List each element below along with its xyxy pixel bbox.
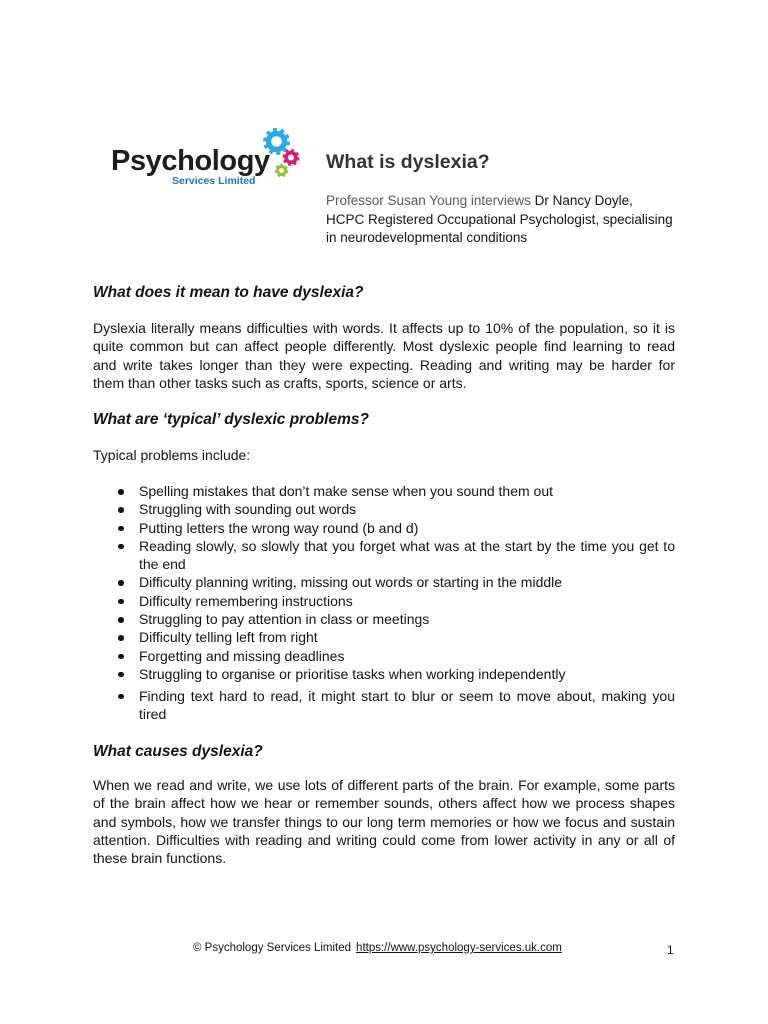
paragraph-line: Dyslexia literally means difficulties with words. It affects up to 10% of the population, so it is [93, 320, 675, 336]
section-paragraph [93, 319, 675, 392]
section-heading: What causes dyslexia? [93, 743, 263, 760]
page-number: 1 [667, 943, 674, 957]
company-logo [95, 88, 310, 230]
byline [326, 192, 673, 248]
list-item [139, 573, 675, 591]
byline-line: in neurodevelopmental conditions [326, 230, 528, 245]
bullet-icon [118, 694, 124, 700]
list-item-text: Struggling to organise or prioritise tasks when working independently [139, 665, 566, 682]
problem-list [139, 482, 675, 723]
paragraph-line: of the brain affect how we hear or remember sounds, others affect how we process shapes [93, 795, 675, 812]
footer-website-link[interactable]: https://www.psychology-services.uk.com [356, 942, 562, 954]
list-item-text: Putting letters the wrong way round (b and d) [139, 519, 419, 536]
list-item [139, 647, 675, 665]
list-item-text: Struggling to pay attention in class or meetings [139, 611, 430, 628]
gear-pink-icon [284, 150, 299, 165]
bullet-icon [118, 544, 124, 550]
gear-pink-body [286, 153, 296, 163]
list-item-text: Difficulty remembering instructions [139, 592, 353, 609]
gear-green-body [278, 167, 286, 175]
paragraph-line: When we read and write, we use lots of different parts of the brain. For example, some parts [93, 777, 675, 793]
list-item [139, 610, 675, 628]
footer [193, 940, 562, 956]
paragraph-line: and symbols, how we transfer things to our long term memories or how we focus and sustain [93, 813, 675, 830]
paragraph-line: these brain functions. [93, 850, 227, 867]
bullet-icon [118, 635, 124, 641]
list-intro: Typical problems include: [93, 447, 251, 463]
list-item [139, 482, 675, 500]
list-item [139, 628, 675, 646]
list-item [139, 519, 675, 537]
list-item [139, 687, 675, 724]
bullet-icon [118, 617, 124, 623]
paragraph-line: and write takes longer than they were expecting. Reading and writing may be harder for [93, 356, 675, 373]
paragraph-line: attention. Difficulties with reading and writing could come from lower activity in any or all of [93, 831, 675, 848]
logo-wordmark: Psychology [111, 145, 270, 177]
logo-tagline: Services Limited [172, 175, 256, 187]
byline-line: HCPC Registered Occupational Psychologist, specialising [326, 211, 673, 227]
bullet-icon [118, 507, 124, 513]
paragraph-line: them than other tasks such as crafts, sports, science or arts. [93, 374, 467, 391]
list-item-text: Reading slowly, so slowly that you forget what was at the start by the time you get to [139, 537, 675, 554]
gear-blue-body [269, 134, 285, 150]
paragraph-line: quite common but can affect people differently. Most dyslexic people find learning to read [93, 338, 675, 355]
section-heading: What are ‘typical’ dyslexic problems? [93, 411, 369, 428]
list-item-text: tired [139, 706, 167, 723]
list-item-text: Difficulty telling left from right [139, 629, 318, 646]
section-paragraph [93, 776, 675, 867]
bullet-icon [118, 580, 124, 586]
bullet-icon [118, 526, 124, 532]
list-item [139, 500, 675, 518]
list-item-text: Finding text hard to read, it might start to blur or seem to move about, making you [139, 687, 675, 704]
list-item [139, 592, 675, 610]
list-item-text: Forgetting and missing deadlines [139, 647, 345, 664]
bullet-icon [118, 599, 124, 605]
bullet-icon [118, 654, 124, 660]
list-item [139, 537, 675, 574]
page-title: What is dyslexia? [326, 151, 490, 173]
byline-interviewee: Dr Nancy Doyle, [534, 193, 633, 208]
list-item-text: the end [139, 556, 186, 573]
bullet-icon [118, 672, 124, 678]
list-item [139, 665, 675, 683]
bullet-icon [118, 489, 124, 495]
list-item-text: Spelling mistakes that don’t make sense when you sound them out [139, 483, 554, 499]
footer-copyright: © Psychology Services Limited [193, 942, 352, 954]
gear-green-icon [275, 164, 287, 176]
list-item-text: Difficulty planning writing, missing out words or starting in the middle [139, 574, 563, 591]
byline-line [326, 192, 673, 211]
list-item-text: Struggling with sounding out words [139, 501, 357, 518]
section-heading: What does it mean to have dyslexia? [93, 284, 364, 301]
byline-interviewer: Professor Susan Young interviews [326, 193, 531, 208]
